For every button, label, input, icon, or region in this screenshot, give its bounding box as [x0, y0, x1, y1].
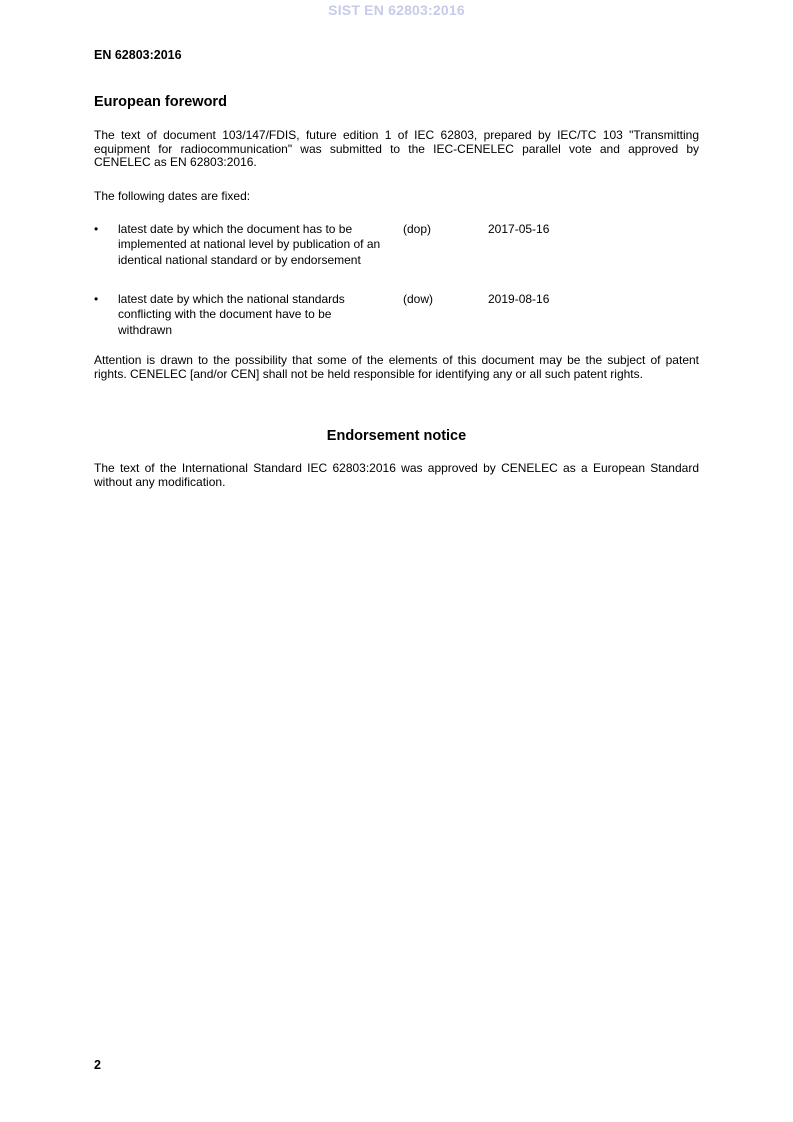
page-number: 2	[94, 1058, 101, 1072]
patent-attention-paragraph: Attention is drawn to the possibility that some of the elements of this document may be the subject of patent rights. CENELEC [and/or CEN] shall not be held responsible for identifying any or all such patent rights.	[94, 353, 699, 381]
list-item	[94, 292, 699, 352]
bullet: •	[94, 292, 99, 306]
date-value: 2019-08-16	[488, 292, 550, 306]
date-code: (dop)	[403, 222, 432, 236]
list-item	[94, 222, 699, 292]
foreword-title: European foreword	[94, 94, 227, 110]
date-description: latest date by which the document has to be implemented at national level by publication of an identical national standard or by endorsement	[118, 222, 381, 267]
date-code: (dow)	[403, 292, 434, 306]
fixed-dates-list	[94, 222, 699, 352]
watermark: SIST EN 62803:2016	[328, 2, 465, 18]
dates-intro-paragraph: The following dates are fixed:	[94, 189, 251, 203]
date-value: 2017-05-16	[488, 222, 550, 236]
date-description: latest date by which the national standards conflicting with the document have to be withdrawn	[118, 292, 345, 337]
endorsement-paragraph: The text of the International Standard IEC 62803:2016 was approved by CENELEC as a European Standard without any modification.	[94, 461, 699, 489]
endorsement-title: Endorsement notice	[326, 428, 467, 444]
bullet: •	[94, 222, 99, 236]
document-id: EN 62803:2016	[94, 48, 182, 62]
foreword-intro-paragraph: The text of document 103/147/FDIS, future edition 1 of IEC 62803, prepared by IEC/TC 103 "Transmitting equipment for radiocommunication" was submitted to the IEC-CENELEC parallel vote and approved by CENELEC as EN 62803:2016.	[94, 128, 699, 170]
